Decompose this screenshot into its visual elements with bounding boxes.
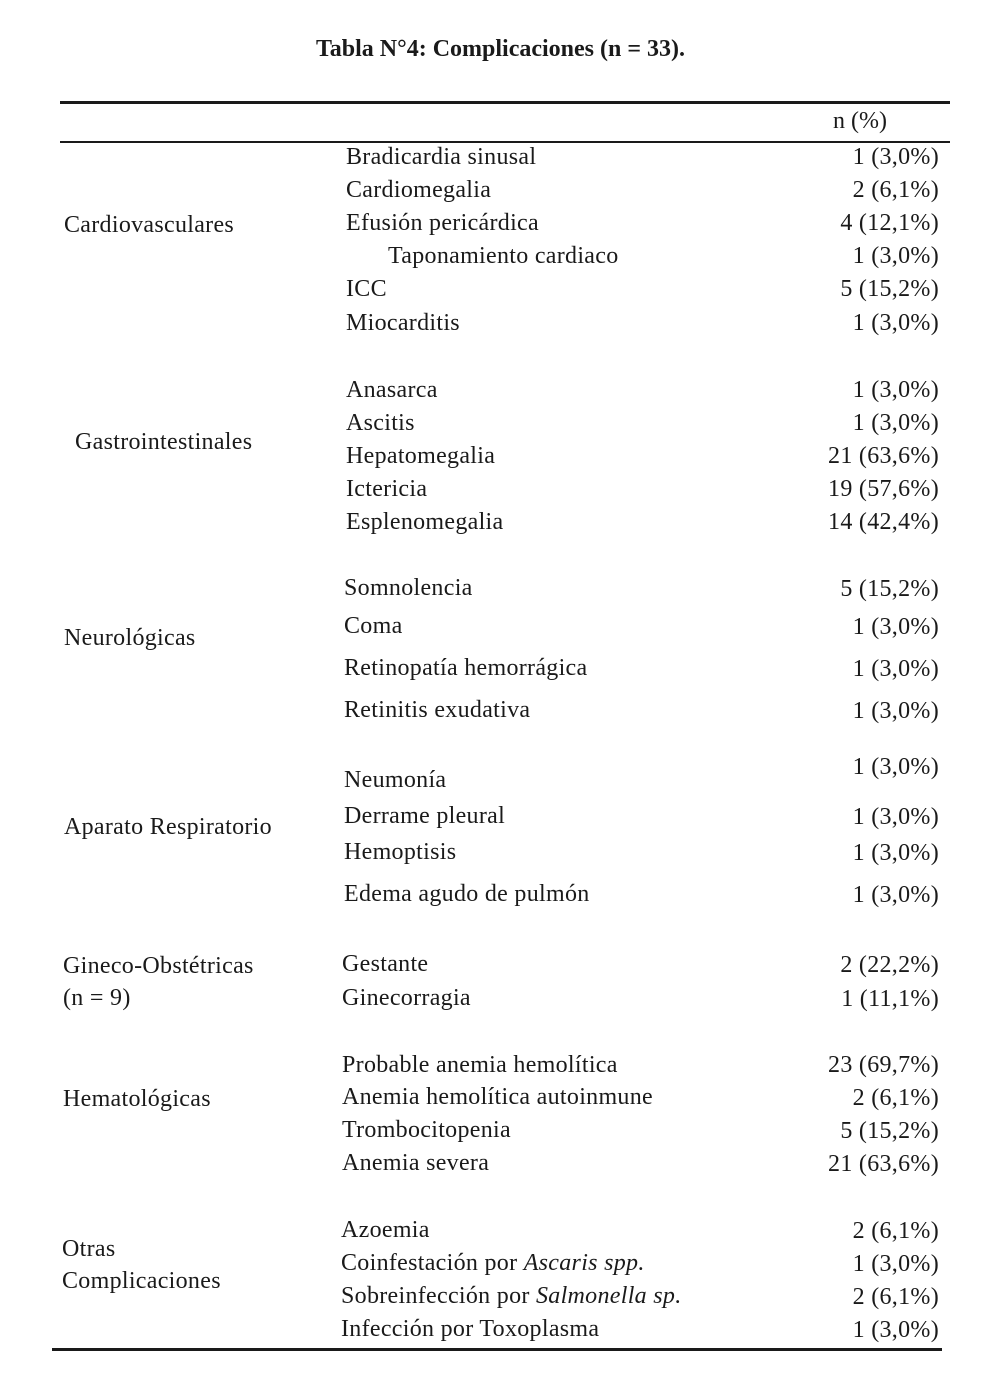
row-value: 19 (57,6%) — [828, 476, 939, 502]
row-value: 2 (6,1%) — [852, 1085, 939, 1111]
category-neurologicas: Neurológicas — [64, 625, 196, 651]
row-value: 21 (63,6%) — [828, 443, 939, 469]
value-column-header: n (%) — [833, 108, 887, 134]
category-hematologicas: Hematológicas — [63, 1086, 211, 1112]
category-otras-complicaciones — [62, 1233, 221, 1297]
row-label: Efusión pericárdica — [346, 210, 539, 236]
row-value: 1 (3,0%) — [852, 1251, 939, 1277]
row-label: Hemoptisis — [344, 839, 457, 865]
row-label: Taponamiento cardiaco — [388, 243, 619, 269]
row-label — [341, 1250, 645, 1277]
row-value: 1 (3,0%) — [852, 804, 939, 830]
row-value: 1 (3,0%) — [852, 377, 939, 403]
row-label: Ginecorragia — [342, 985, 471, 1011]
row-value: 1 (11,1%) — [841, 986, 939, 1012]
row-value: 1 (3,0%) — [852, 243, 939, 269]
row-label: Azoemia — [341, 1217, 430, 1243]
row-label: Trombocitopenia — [342, 1117, 511, 1143]
row-value: 1 (3,0%) — [852, 1317, 939, 1343]
row-value: 1 (3,0%) — [852, 144, 939, 170]
row-label: Anasarca — [346, 377, 438, 403]
row-value: 1 (3,0%) — [852, 310, 939, 336]
row-label: Edema agudo de pulmón — [344, 881, 590, 907]
category-gineco-obstetricas — [63, 950, 254, 1014]
row-label: Neumonía — [344, 767, 447, 793]
row-label: Coma — [344, 613, 403, 639]
row-value: 2 (6,1%) — [852, 177, 939, 203]
row-value: 2 (6,1%) — [852, 1218, 939, 1244]
row-label — [341, 1283, 682, 1310]
row-label: ICC — [346, 276, 387, 302]
category-gastrointestinales: Gastrointestinales — [75, 429, 253, 455]
row-label: Ascitis — [346, 410, 415, 436]
row-label: Anemia hemolítica autoinmune — [342, 1084, 653, 1110]
category-aparato-respiratorio: Aparato Respiratorio — [64, 814, 272, 840]
top-rule — [60, 101, 950, 104]
row-value: 14 (42,4%) — [828, 509, 939, 535]
row-label: Bradicardia sinusal — [346, 144, 537, 170]
row-label: Ictericia — [346, 476, 428, 502]
row-value: 5 (15,2%) — [840, 1118, 939, 1144]
row-label: Derrame pleural — [344, 803, 506, 829]
label-plain: Sobreinfección por — [341, 1283, 536, 1309]
row-value: 5 (15,2%) — [840, 276, 939, 302]
row-value: 2 (22,2%) — [840, 952, 939, 978]
row-value: 1 (3,0%) — [852, 882, 939, 908]
row-value: 23 (69,7%) — [828, 1052, 939, 1078]
label-plain: Coinfestación por — [341, 1250, 524, 1276]
label-italic: Ascaris spp. — [523, 1250, 645, 1276]
category-line: Otras — [62, 1236, 116, 1262]
row-label: Infección por Toxoplasma — [341, 1316, 600, 1342]
category-line: (n = 9) — [63, 985, 131, 1011]
category-cardiovasculares: Cardiovasculares — [64, 212, 235, 238]
row-label: Retinitis exudativa — [344, 697, 531, 723]
row-label: Esplenomegalia — [346, 509, 504, 535]
header-rule — [60, 141, 950, 143]
row-label: Miocarditis — [346, 310, 460, 336]
row-value: 1 (3,0%) — [852, 754, 939, 780]
row-label: Probable anemia hemolítica — [342, 1052, 618, 1078]
table-title: Tabla N°4: Complicaciones (n = 33). — [315, 36, 686, 62]
row-value: 1 (3,0%) — [852, 614, 939, 640]
row-label: Cardiomegalia — [346, 177, 492, 203]
bottom-rule — [52, 1348, 942, 1351]
row-label: Retinopatía hemorrágica — [344, 655, 588, 681]
row-value: 1 (3,0%) — [852, 410, 939, 436]
category-line: Complicaciones — [62, 1268, 221, 1294]
row-value: 5 (15,2%) — [840, 576, 939, 602]
row-label: Hepatomegalia — [346, 443, 496, 469]
row-value: 4 (12,1%) — [840, 210, 939, 236]
row-value: 1 (3,0%) — [852, 840, 939, 866]
row-label: Anemia severa — [342, 1150, 490, 1176]
row-label: Somnolencia — [344, 575, 473, 601]
row-value: 2 (6,1%) — [852, 1284, 939, 1310]
row-value: 1 (3,0%) — [852, 656, 939, 682]
row-label: Gestante — [342, 951, 429, 977]
row-value: 1 (3,0%) — [852, 698, 939, 724]
row-value: 21 (63,6%) — [828, 1151, 939, 1177]
category-line: Gineco-Obstétricas — [63, 953, 254, 979]
label-italic: Salmonella sp. — [535, 1283, 682, 1309]
